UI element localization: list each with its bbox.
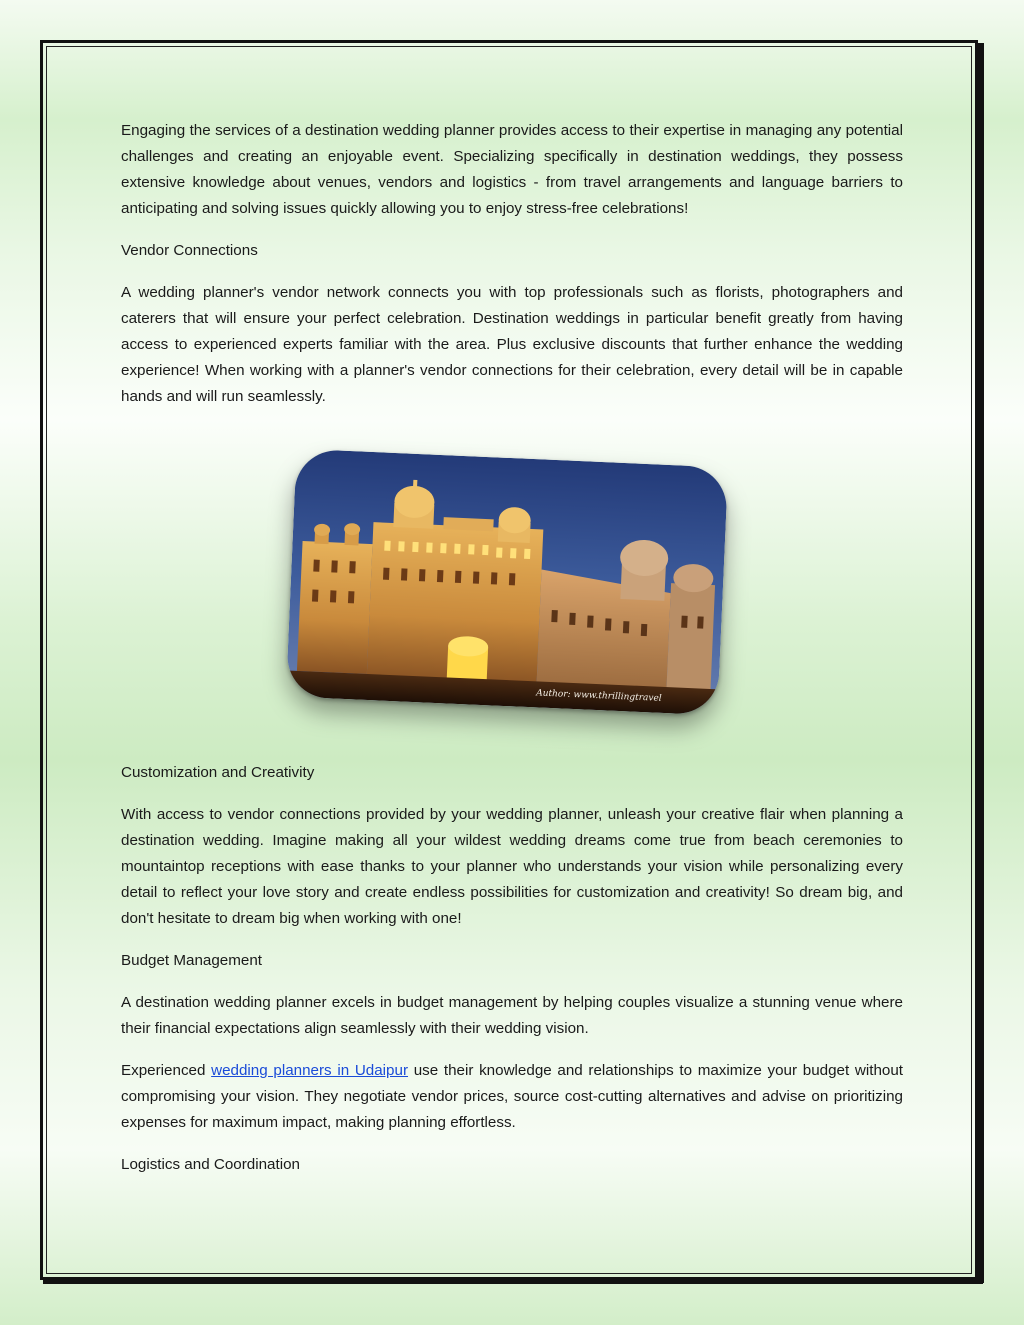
intro-paragraph: Engaging the services of a destination wedding planner provides access to their expertise in managing any potential challenges and creating an enjoyable event. Specializing specifically in destination weddings, they possess extensive knowledge about venues, vendors and logistics - from travel arrangements and language barriers to anticipating and solving issues quickly allowing you to enjoy stress-free celebrations!: [121, 122, 903, 217]
vendor-connections-heading: Vendor Connections: [121, 242, 258, 259]
photo-watermark: Author: www.thrillingtravel: [535, 688, 662, 704]
experienced-prefix: Experienced: [121, 1062, 212, 1079]
vendor-connections-paragraph: A wedding planner's vendor network connects you with top professionals such as florists, photographers and caterers that will ensure your perfect celebration. Destination weddings in particular benefit greatly from having access to experienced experts familiar with the area. Plus exclusive discounts that further enhance the wedding experience! When working with a planner's vendor connections for their celebration, every detail will be in capable hands and will run seamlessly.: [121, 284, 903, 405]
wedding-planners-udaipur-link[interactable]: wedding planners in Udaipur: [211, 1062, 409, 1079]
palace-photo: [286, 449, 728, 716]
customization-paragraph: With access to vendor connections provided by your wedding planner, unleash your creative flair when planning a destination wedding. Imagine making all your wildest wedding dreams come true from beach ceremonies to mountaintop receptions with ease thanks to your planner who understands your vision while personalizing every detail to reflect your love story and create endless possibilities for customization and creativity! So dream big, and don't hesitate to dream big when working with one!: [121, 806, 903, 927]
logistics-heading: Logistics and Coordination: [121, 1156, 300, 1173]
page-frame-shadow-right: [978, 43, 984, 1283]
document-body: [121, 118, 903, 1178]
customization-heading: Customization and Creativity: [121, 764, 315, 781]
experienced-paragraph: [121, 1058, 903, 1136]
experienced-suffix: use their knowledge and relationships to maximize your budget without compromising your vision. They negotiate vendor prices, source cost-cutting alternatives and advise on prioritizing expenses for maximum impact, making planning effortless.: [121, 1062, 904, 1131]
image-section: [121, 410, 903, 760]
budget-heading: Budget Management: [121, 952, 263, 969]
budget-paragraph: A destination wedding planner excels in budget management by helping couples visualize a stunning venue where their financial expectations align seamlessly with their wedding vision.: [121, 994, 903, 1037]
